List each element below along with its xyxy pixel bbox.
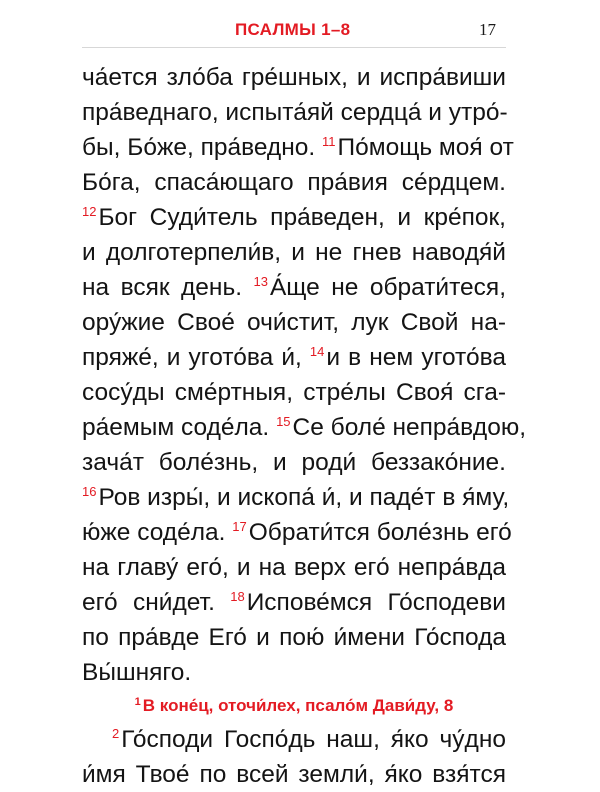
psalm-text <box>82 60 527 792</box>
text-line: сосу́ды сме́ртныя, стре́лы Своя́ сга- <box>82 379 506 406</box>
superscription-number: 1 <box>134 696 141 708</box>
text-line: его́ сни́дет. $^{18}$Испове́мся Го́сподеви <box>82 589 506 616</box>
verse-number: 17 <box>232 519 247 534</box>
text-line: ча́ется зло́ба гре́шных, и испра́виши <box>82 64 506 91</box>
text-line: по пра́вде Его́ и пою́ и́мени Го́спода <box>82 624 506 651</box>
verse-number: 11 <box>322 134 336 149</box>
header-divider <box>82 47 506 48</box>
verse-number: 16 <box>82 484 97 499</box>
text-line: $^{16}$Ров изры́, и ископа́ и́, и паде́т в я́му, <box>82 484 510 511</box>
text-line: и́мя Твое́ по всей земли́, я́ко взя́тся <box>82 761 506 788</box>
text-line: на всяк день. $^{13}$А́ще не обрати́теся, <box>82 274 507 301</box>
page-number: 17 <box>479 20 496 39</box>
verse-number: 2 <box>112 726 120 741</box>
verse-number: 15 <box>276 414 291 429</box>
text-line: $^{12}$Бог Суди́тель пра́веден, и кре́пок, <box>82 204 506 231</box>
text-line: Вы́шняго. <box>82 659 192 686</box>
text-line: $^2$Го́споди Госпо́дь наш, я́ко чу́дно <box>112 726 506 753</box>
verse-number: 18 <box>230 589 245 604</box>
text-line: зача́т боле́знь, и роди́ беззако́ние. <box>82 449 506 476</box>
text-line: и долготерпели́в, и не гнев наводя́й <box>82 239 506 266</box>
verse-number: 12 <box>82 204 97 219</box>
text-line: ору́жие Свое́ очи́стит, лук Свой на- <box>82 309 506 336</box>
text-line: ра́емым соде́ла. $^{15}$Се боле́ непра́вдою, <box>82 414 527 441</box>
verse-number: 14 <box>309 344 325 359</box>
text-line: пра́веднаго, испыта́яй сердца́ и утро́- <box>82 99 508 126</box>
verse-number: 13 <box>253 274 268 289</box>
psalm-8-superscription: $^1$ В коне́ц, оточи́лех, псало́м Дави́ду, 8 <box>134 696 454 715</box>
text-line: бы, Бо́же, пра́ведно. $^{11}$По́мощь моя́ от <box>82 134 514 161</box>
text-line: Бо́га, спаса́ющаго пра́вия се́рдцем. <box>82 169 506 196</box>
text-line: ю́же соде́ла. $^{17}$Обрати́тся боле́знь его́ <box>82 519 512 546</box>
running-title: ПСАЛМЫ 1–8 <box>235 20 351 39</box>
text-line: пряже́, и угото́ва и́, $^{14}$и в нем угото́ва <box>82 344 507 371</box>
running-header <box>0 20 600 44</box>
text-line: на главу́ его́, и на верх его́ непра́вда <box>82 554 506 581</box>
